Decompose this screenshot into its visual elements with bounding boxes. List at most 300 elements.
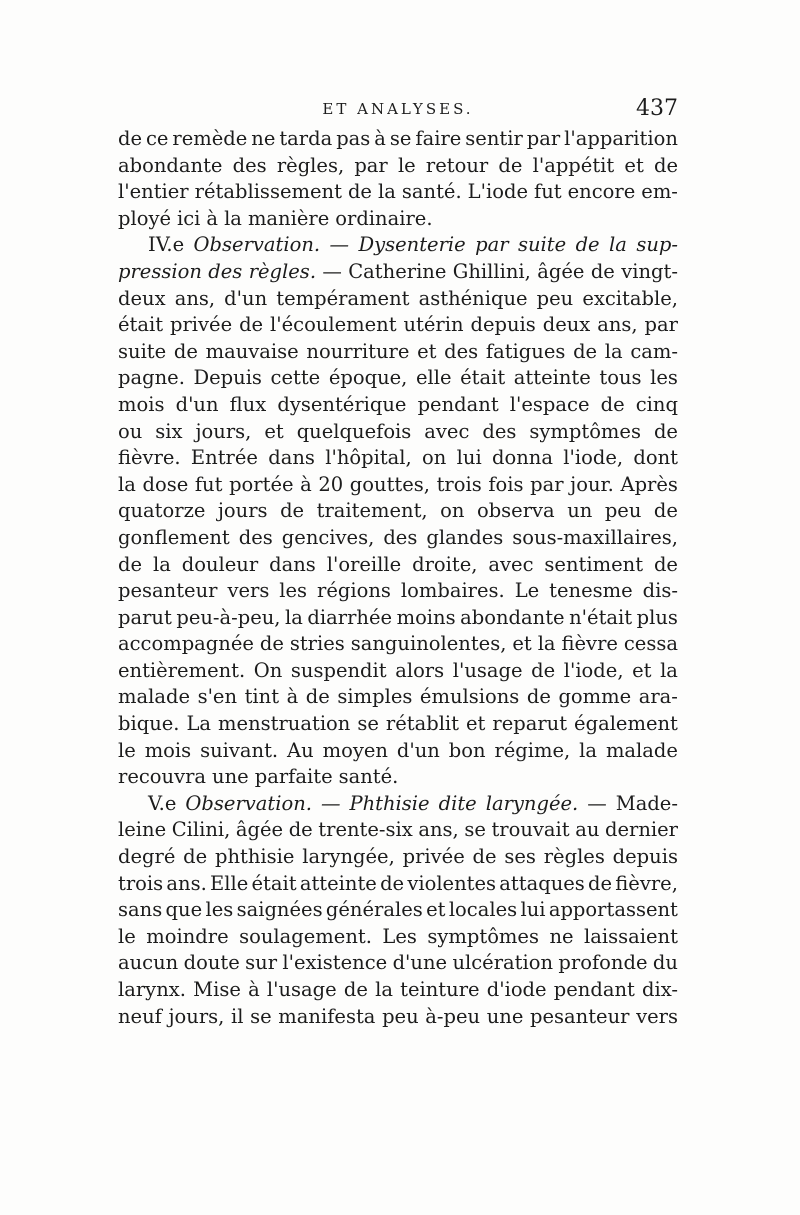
word: sup- — [636, 233, 678, 257]
word: droite, — [412, 552, 478, 576]
word: manière — [247, 206, 330, 230]
word: IV.e — [148, 233, 185, 257]
text-line — [118, 259, 678, 286]
word: peu — [382, 1004, 419, 1028]
word: la — [537, 632, 556, 656]
word: des — [232, 153, 267, 177]
word: fatigues — [485, 339, 566, 363]
word: des — [444, 339, 479, 363]
word: Ghillini, — [452, 259, 531, 283]
word: que — [165, 898, 203, 922]
word: alors — [395, 658, 445, 682]
word: l'usage — [266, 978, 337, 1001]
word: malade — [118, 685, 191, 709]
word: jours — [217, 499, 268, 523]
word: dose — [142, 472, 189, 496]
word: trois — [118, 871, 164, 895]
word: pression — [118, 259, 202, 283]
word: stries — [289, 632, 345, 656]
word: se — [357, 712, 379, 736]
word: rétablissement — [194, 180, 342, 204]
word: glandes — [426, 525, 504, 549]
word: ne — [549, 924, 574, 948]
word: abondante — [460, 605, 565, 629]
word: pagne. — [118, 366, 185, 390]
word: la — [609, 233, 627, 257]
word: On — [253, 658, 283, 682]
word: une — [486, 1004, 524, 1028]
word: ployé — [118, 206, 172, 230]
word: trois — [436, 472, 482, 496]
word: suivant. — [200, 738, 279, 762]
word: doute — [183, 951, 240, 975]
word: encore — [567, 180, 636, 204]
word: gencives, — [281, 525, 375, 549]
text-line — [118, 871, 678, 898]
word: par — [475, 233, 509, 257]
text-line — [118, 950, 678, 977]
word: dans — [268, 446, 315, 470]
word: sans — [118, 898, 163, 922]
word: deux — [542, 313, 591, 337]
word: de — [653, 499, 678, 523]
word: douleur — [181, 552, 259, 576]
word: fièvre — [561, 632, 618, 656]
word: tempérament — [276, 286, 410, 310]
word: gouttes, — [349, 472, 430, 496]
word: fut — [534, 180, 562, 204]
word: Catherine — [348, 259, 447, 283]
word: santé. — [401, 180, 462, 204]
word: de — [173, 339, 198, 363]
word: le — [118, 738, 136, 762]
word: Made- — [615, 791, 678, 815]
word: Cilini, — [171, 818, 231, 842]
word: de — [347, 180, 372, 204]
word: laissaient — [584, 924, 678, 948]
word: d'un — [396, 738, 440, 762]
word: la — [285, 605, 303, 629]
word: gonflement — [118, 525, 230, 549]
word: de — [118, 552, 143, 576]
text-line — [118, 605, 678, 632]
word: neuf — [118, 1004, 162, 1028]
word: à — [300, 472, 312, 496]
word: pesanteur — [530, 1004, 630, 1028]
word: ans, — [174, 286, 216, 310]
word: suspendit — [290, 658, 387, 682]
word: fut — [194, 472, 223, 496]
word: privée — [402, 845, 465, 869]
word: l'iode, — [563, 658, 624, 682]
word: L'iode — [467, 180, 528, 204]
word: on — [422, 446, 447, 470]
word: à — [374, 127, 386, 150]
word: la — [375, 978, 393, 1001]
word: jour. — [570, 472, 614, 496]
word: de — [498, 153, 523, 177]
text-line — [118, 419, 678, 446]
word: la — [604, 339, 623, 363]
word: ici — [177, 206, 201, 230]
word: l'espace — [509, 392, 590, 416]
word: de — [259, 632, 284, 656]
word: donna — [492, 446, 553, 470]
word: dix- — [642, 978, 678, 1001]
text-line — [118, 286, 678, 313]
word: laryngée, — [302, 845, 395, 869]
word: dite — [438, 791, 477, 815]
word: mauvaise — [205, 339, 299, 363]
word: le — [397, 153, 416, 177]
word: privée — [170, 313, 233, 337]
word: jours, — [168, 1004, 225, 1028]
word: moyen — [322, 738, 388, 762]
text-line — [118, 897, 678, 924]
word: remède — [172, 127, 248, 150]
word: ne — [251, 127, 276, 150]
word: asthénique — [418, 286, 528, 310]
word: teinture — [400, 978, 480, 1001]
word: règles — [543, 845, 605, 869]
word: Mise — [193, 978, 241, 1001]
word: observa — [476, 499, 555, 523]
word: d'une — [392, 951, 448, 975]
word: reparut — [492, 712, 568, 736]
word: ans. — [166, 871, 207, 895]
word: apportassent — [548, 898, 678, 922]
word: violentes — [407, 871, 497, 895]
word: du — [652, 951, 678, 975]
word: de — [588, 871, 613, 895]
word: ou — [118, 419, 143, 443]
word: ara- — [638, 685, 678, 709]
body-text — [118, 126, 678, 1030]
word: d'un — [224, 286, 268, 310]
word: était — [118, 313, 164, 337]
word: à — [248, 978, 260, 1001]
word: quatorze — [118, 499, 206, 523]
word: — — [587, 791, 607, 815]
word: et — [426, 898, 446, 922]
word: et — [512, 632, 532, 656]
text-line — [118, 153, 678, 180]
word: ulcération — [452, 951, 554, 975]
word: et — [624, 153, 644, 177]
word: parut — [118, 605, 172, 629]
word: excitable, — [582, 286, 678, 310]
word: degré — [118, 845, 176, 869]
word: d'un — [175, 392, 219, 416]
word: tous — [599, 366, 642, 390]
word: nourriture — [306, 339, 410, 363]
word: dernier — [604, 818, 678, 842]
text-line — [118, 126, 678, 153]
word: de — [653, 153, 678, 177]
word: s'en — [197, 685, 238, 709]
word: de — [183, 845, 208, 869]
word: — — [322, 259, 342, 283]
word: de — [600, 392, 625, 416]
word: peu — [536, 286, 574, 310]
word: Depuis — [193, 366, 262, 390]
word: par — [354, 153, 388, 177]
text-line — [118, 445, 678, 472]
word: ordinaire. — [335, 206, 433, 230]
word: de — [590, 259, 615, 283]
word: quelquefois — [296, 419, 412, 443]
word: accompagnée — [118, 632, 254, 656]
word: on — [440, 499, 465, 523]
word: mois — [118, 392, 165, 416]
text-line — [118, 339, 678, 366]
word: flux — [229, 392, 267, 416]
word: utérin — [403, 313, 464, 337]
text-line — [118, 498, 678, 525]
word: vers — [636, 1004, 678, 1028]
text-line — [118, 924, 678, 951]
word: la — [660, 658, 678, 682]
word: portée — [229, 472, 294, 496]
text-line — [118, 552, 678, 579]
word: des — [482, 419, 517, 443]
word: par — [644, 313, 678, 337]
word: par — [530, 472, 564, 496]
word: symptômes — [427, 924, 539, 948]
word: cessa — [623, 632, 678, 656]
text-line — [118, 392, 678, 419]
word: Observation. — [193, 233, 321, 257]
word: manifesta — [278, 1004, 376, 1028]
word: santé. — [338, 765, 399, 789]
word: vers — [227, 579, 270, 603]
word: l'apparition — [564, 127, 678, 150]
word: simples — [337, 685, 413, 709]
word: se — [464, 818, 486, 842]
word: et — [632, 658, 652, 682]
word: de — [526, 685, 551, 709]
word: bon — [448, 738, 486, 762]
word: de — [239, 313, 264, 337]
text-line — [118, 977, 678, 1004]
text-line — [118, 738, 678, 765]
word: la — [118, 472, 136, 496]
word: le — [118, 924, 136, 948]
word: Les — [382, 924, 417, 948]
text-line — [118, 658, 678, 685]
word: recouvra — [118, 765, 207, 789]
word: moins — [396, 605, 456, 629]
word: saignées — [236, 898, 323, 922]
word: la — [377, 180, 396, 204]
word: les — [650, 366, 678, 390]
word: locales — [448, 898, 518, 922]
word: depuis — [470, 313, 536, 337]
word: régime, — [494, 738, 571, 762]
word: dysentérique — [277, 392, 407, 416]
word: abondante — [118, 153, 223, 177]
word: ans, — [418, 818, 459, 842]
word: ce — [145, 127, 169, 150]
word: gomme — [558, 685, 632, 709]
word: Dysenterie — [358, 233, 466, 257]
word: de — [575, 233, 600, 257]
word: lui — [520, 898, 546, 922]
word: sur — [245, 951, 278, 975]
word: suite — [517, 233, 567, 257]
word: de — [118, 127, 143, 150]
text-line — [118, 711, 678, 738]
word: de — [653, 552, 678, 576]
text-line — [118, 1004, 678, 1031]
word: menstruation — [218, 712, 351, 736]
word: sentir — [465, 127, 523, 150]
word: à — [206, 206, 219, 230]
word: peu — [604, 499, 642, 523]
word: trouvait — [491, 818, 570, 842]
word: lombaires. — [400, 579, 505, 603]
word: soulagement. — [239, 924, 372, 948]
text-line — [118, 525, 678, 552]
word: dis- — [642, 579, 678, 603]
word: — — [329, 233, 350, 257]
text-line — [118, 844, 678, 871]
word: et — [264, 419, 284, 443]
word: — — [320, 791, 341, 815]
word: Au — [287, 738, 314, 762]
word: ans, — [597, 313, 638, 337]
word: âgée — [235, 818, 284, 842]
word: profonde — [558, 951, 648, 975]
word: moindre — [146, 924, 229, 948]
word: la — [224, 206, 242, 230]
word: à-peu — [425, 1004, 481, 1028]
word: de — [305, 685, 330, 709]
word: et — [466, 712, 486, 736]
word: était — [251, 871, 297, 895]
word: deux — [118, 286, 166, 310]
text-line — [118, 312, 678, 339]
word: l'iode, — [563, 446, 624, 470]
word: cette — [270, 366, 321, 390]
word: générales — [325, 898, 423, 922]
word: âgée — [537, 259, 585, 283]
word: malade — [605, 738, 678, 762]
text-line — [118, 791, 678, 818]
word: l'usage — [452, 658, 523, 682]
word: Phthisie — [349, 791, 430, 815]
word: vingt- — [621, 259, 678, 283]
text-line — [118, 232, 678, 259]
word: émulsions — [419, 685, 520, 709]
word: retour — [425, 153, 489, 177]
word: fièvre. — [118, 446, 181, 470]
word: tarda — [279, 127, 333, 150]
word: sous-maxillaires, — [512, 525, 678, 549]
word: Après — [620, 472, 678, 496]
word: plus — [636, 605, 678, 629]
word: l'existence — [282, 951, 388, 975]
word: lui — [456, 446, 482, 470]
word: de — [343, 978, 368, 1001]
running-head — [118, 96, 678, 124]
word: pesanteur — [118, 579, 218, 603]
word: de — [472, 845, 497, 869]
word: il — [231, 1004, 244, 1028]
word: dans — [269, 552, 316, 576]
text-line — [118, 578, 678, 605]
word: époque, — [328, 366, 408, 390]
word: de — [288, 818, 313, 842]
word: six — [155, 419, 183, 443]
text-line — [118, 365, 678, 392]
word: de — [531, 658, 556, 682]
word: depuis — [612, 845, 678, 869]
word: régions — [317, 579, 391, 603]
word: les — [279, 579, 308, 603]
word: diarrhée — [307, 605, 393, 629]
word: tenesme — [549, 579, 633, 603]
word: traitement, — [316, 499, 428, 523]
page-number: 437 — [636, 96, 678, 121]
word: cam- — [630, 339, 678, 363]
word: elle — [415, 366, 452, 390]
word: par — [526, 127, 561, 150]
word: attaques — [499, 871, 585, 895]
word: faire — [415, 127, 462, 150]
word: La — [186, 712, 212, 736]
word: larynx. — [118, 978, 186, 1001]
word: l'entier — [118, 180, 189, 204]
word: laryngée. — [485, 791, 579, 815]
word: se — [389, 127, 412, 150]
word: ses — [504, 845, 536, 869]
word: V.e — [148, 791, 177, 815]
word: des — [208, 259, 243, 283]
word: sentiment — [544, 552, 644, 576]
text-line — [118, 631, 678, 658]
word: aucun — [118, 951, 179, 975]
word: les — [205, 898, 234, 922]
word: n'était — [569, 605, 633, 629]
word: atteinte — [299, 871, 377, 895]
word: Observation. — [185, 791, 312, 815]
word: dont — [633, 446, 678, 470]
word: était — [460, 366, 506, 390]
word: d'iode — [486, 978, 547, 1001]
word: de — [380, 871, 405, 895]
word: pendant — [417, 392, 499, 416]
word: rétablit — [385, 712, 460, 736]
word: de — [573, 339, 598, 363]
word: l'appétit — [532, 153, 615, 177]
word: pas — [336, 127, 371, 150]
word: et — [417, 339, 437, 363]
word: l'oreille — [326, 552, 402, 576]
word: 20 — [318, 472, 344, 496]
word: phthisie — [215, 845, 295, 869]
word: parfaite — [254, 765, 333, 789]
word: entièrement. — [118, 658, 246, 682]
word: l'hôpital, — [325, 446, 412, 470]
word: à — [286, 685, 299, 709]
word: fièvre, — [615, 871, 678, 895]
word: Elle — [210, 871, 249, 895]
word: avec — [488, 552, 534, 576]
text-line — [118, 764, 678, 791]
word: également — [574, 712, 678, 736]
word: suite — [118, 339, 167, 363]
